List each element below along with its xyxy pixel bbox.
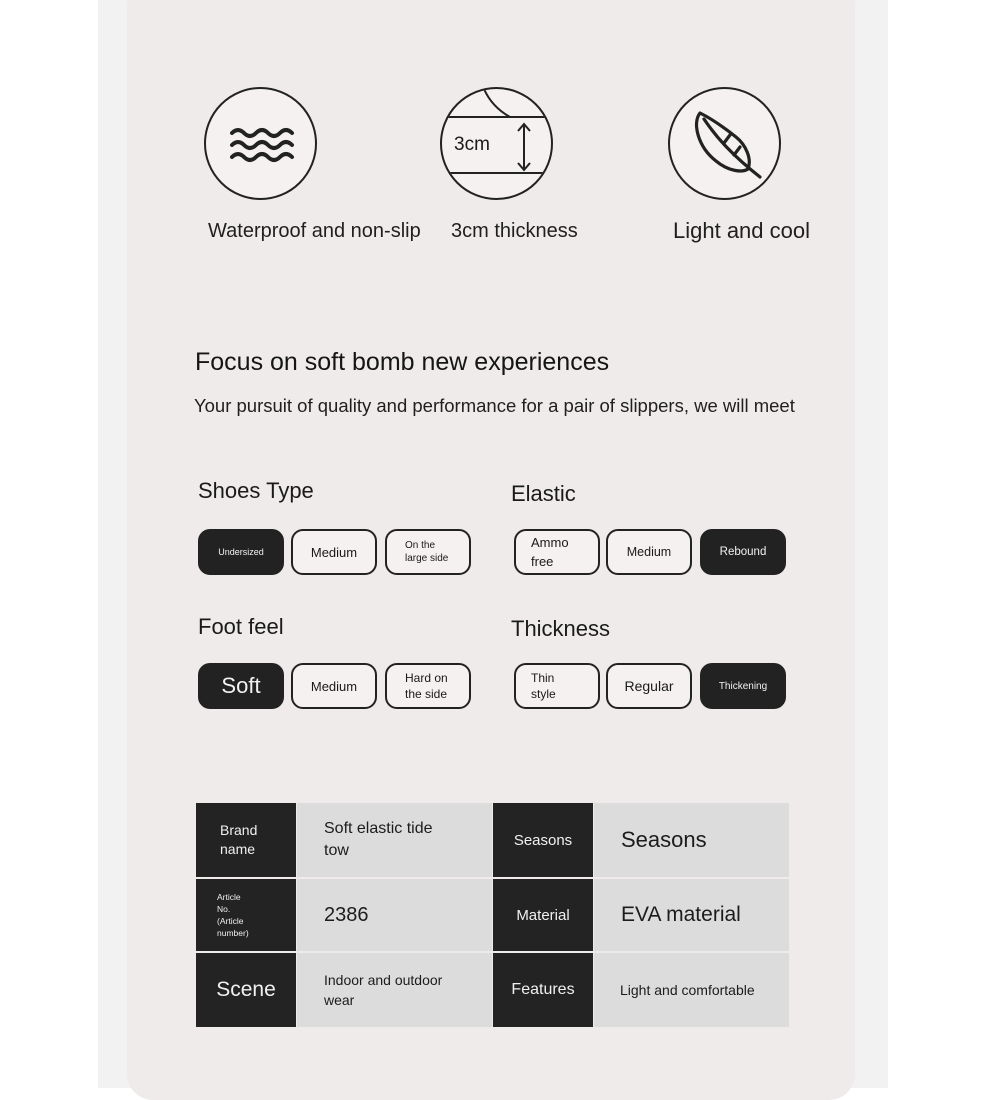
spec-value-brand-name	[297, 803, 492, 877]
spec-value-text: 2386	[324, 903, 369, 926]
spec-value-features	[594, 953, 789, 1027]
option-regular[interactable]	[606, 663, 692, 709]
feature-label-light: Light and cool	[673, 218, 810, 243]
option-label: Rebound	[719, 546, 767, 558]
spec-key-text: Material	[516, 906, 570, 924]
option-label: Medium	[626, 545, 672, 559]
option-medium-shoes-type[interactable]	[291, 529, 377, 575]
feature-label-thickness: 3cm thickness	[451, 220, 578, 242]
group-title-foot-feel: Foot feel	[198, 614, 284, 639]
option-undersized[interactable]	[198, 529, 284, 575]
spec-key-scene	[196, 953, 296, 1027]
spec-value-text: Soft elastic tide tow	[324, 820, 433, 859]
feature-label-waterproof: Waterproof and non-slip	[208, 220, 421, 242]
option-label: Hard on the side	[405, 671, 448, 701]
option-label: Medium	[310, 544, 358, 560]
spec-key-article-no	[196, 879, 296, 951]
option-label: Thin style	[531, 671, 556, 701]
group-title-elastic: Elastic	[511, 481, 576, 506]
option-label: Soft	[221, 673, 261, 698]
spec-key-text: Features	[511, 981, 575, 998]
option-on-the-large-side[interactable]	[385, 529, 471, 575]
spec-key-text: Scene	[216, 978, 276, 1001]
spec-key-text: Seasons	[513, 831, 573, 849]
spec-value-seasons	[594, 803, 789, 877]
option-medium-elastic[interactable]	[606, 529, 692, 575]
spec-value-text: Light and comfortable	[620, 982, 755, 998]
spec-key-seasons	[493, 803, 593, 877]
spec-value-text: Seasons	[621, 827, 707, 852]
option-soft[interactable]	[198, 663, 284, 709]
option-label: Ammo free	[531, 535, 569, 569]
option-thickening[interactable]	[700, 663, 786, 709]
spec-key-text: Article No. (Article number)	[217, 892, 249, 938]
waves-icon	[204, 87, 317, 200]
spec-value-article-no	[297, 879, 492, 951]
option-label: Medium	[310, 678, 358, 694]
spec-key-brand-name	[196, 803, 296, 877]
spec-value-material	[594, 879, 789, 951]
spec-value-scene	[297, 953, 492, 1027]
option-rebound[interactable]	[700, 529, 786, 575]
spec-key-text: Brand name	[220, 822, 258, 857]
option-label: Thickening	[718, 680, 768, 692]
thickness-icon	[440, 87, 553, 200]
spec-value-text: Indoor and outdoor wear	[324, 972, 443, 1008]
group-title-shoes-type: Shoes Type	[198, 478, 314, 503]
option-label: Regular	[624, 678, 674, 694]
spec-key-material	[493, 879, 593, 951]
thickness-icon-text: 3cm	[454, 134, 490, 155]
option-label: On the large side	[405, 540, 449, 564]
section-subheading: Your pursuit of quality and performance for a pair of slippers, we will meet	[194, 395, 795, 416]
option-thin-style[interactable]	[514, 663, 600, 709]
group-title-thickness: Thickness	[511, 616, 611, 641]
option-label: Undersized	[218, 547, 264, 557]
option-hard-on-the-side[interactable]	[385, 663, 471, 709]
spec-key-features	[493, 953, 593, 1027]
option-ammo-free[interactable]	[514, 529, 600, 575]
section-heading: Focus on soft bomb new experiences	[195, 348, 610, 376]
feather-icon	[668, 87, 781, 200]
option-medium-foot-feel[interactable]	[291, 663, 377, 709]
spec-value-text: EVA material	[621, 903, 741, 926]
